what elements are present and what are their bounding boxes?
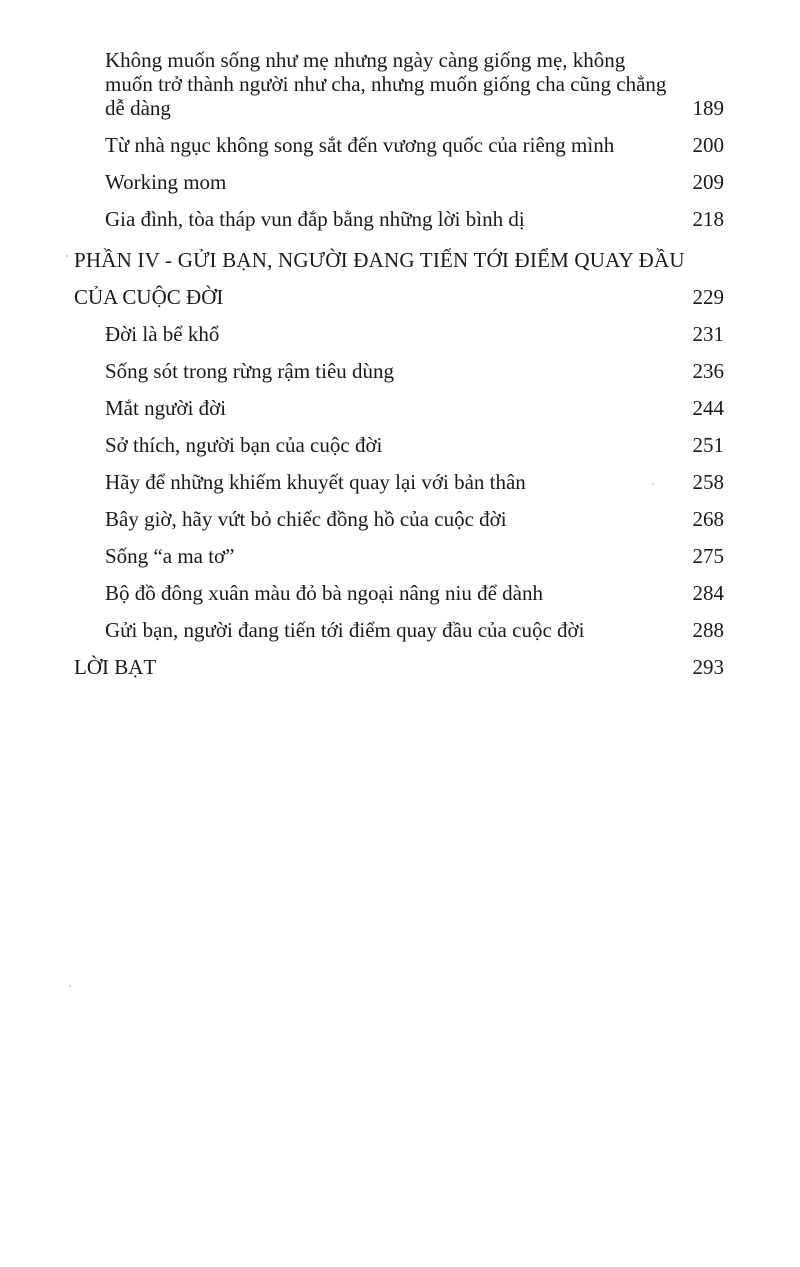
toc-entry-title: Gia đình, tòa tháp vun đắp bằng những lời bình dị xyxy=(105,207,525,231)
toc-entry xyxy=(74,133,724,157)
toc-entry-page: 288 xyxy=(692,618,724,642)
toc-entry-title: Sống “a ma tơ” xyxy=(105,544,235,568)
toc-entry-page: 209 xyxy=(692,170,724,194)
toc-entry-title: Đời là bể khổ xyxy=(105,322,220,346)
toc-entry-page: 251 xyxy=(692,433,724,457)
afterword-entry xyxy=(74,655,724,679)
toc-entry xyxy=(74,470,724,494)
part-heading-line2: CỦA CUỘC ĐỜI xyxy=(74,285,224,309)
toc-entry-page: 236 xyxy=(692,359,724,383)
toc-entry-title: Sở thích, người bạn của cuộc đời xyxy=(105,433,383,457)
toc-entry-page: 231 xyxy=(692,322,724,346)
table-of-contents xyxy=(74,48,724,679)
toc-entry xyxy=(74,207,724,231)
toc-entry xyxy=(74,359,724,383)
part-heading-line1: PHẦN IV - GỬI BẠN, NGƯỜI ĐANG TIẾN TỚI ĐIỂM QUAY ĐẦU xyxy=(74,248,685,272)
toc-entry xyxy=(74,48,724,120)
toc-entry xyxy=(74,507,724,531)
toc-entry-page: 284 xyxy=(692,581,724,605)
toc-entry-title: Sống sót trong rừng rậm tiêu dùng xyxy=(105,359,395,383)
part-heading-page: 229 xyxy=(692,285,724,309)
scan-speck xyxy=(69,985,71,987)
toc-entry-page: 258 xyxy=(692,470,724,494)
afterword-title: LỜI BẠT xyxy=(74,655,157,679)
toc-entry-page: 244 xyxy=(692,396,724,420)
toc-entry-title: Bộ đồ đông xuân màu đỏ bà ngoại nâng niu để dành xyxy=(105,581,544,605)
toc-entry xyxy=(74,396,724,420)
toc-entry-title: Gửi bạn, người đang tiến tới điểm quay đầu của cuộc đời xyxy=(105,618,585,642)
toc-entry-page: 200 xyxy=(692,133,724,157)
toc-entry-title: Hãy để những khiếm khuyết quay lại với bản thân xyxy=(105,470,526,494)
toc-entry xyxy=(74,433,724,457)
afterword-page: 293 xyxy=(692,655,724,679)
scan-speck xyxy=(652,483,654,485)
toc-entry-title: Working mom xyxy=(105,170,227,194)
toc-entry xyxy=(74,618,724,642)
toc-entry-page: 189 xyxy=(692,96,724,120)
toc-entry-page: 275 xyxy=(692,544,724,568)
toc-entry xyxy=(74,544,724,568)
scan-speck xyxy=(66,255,68,257)
toc-entry-page: 218 xyxy=(692,207,724,231)
toc-entry-title: Từ nhà ngục không song sắt đến vương quốc của riêng mình xyxy=(105,133,615,157)
toc-entry xyxy=(74,581,724,605)
toc-entry xyxy=(74,170,724,194)
toc-entry-title: Bây giờ, hãy vứt bỏ chiếc đồng hồ của cuộc đời xyxy=(105,507,507,531)
part-heading xyxy=(74,285,724,309)
toc-entry xyxy=(74,322,724,346)
toc-entry-title: Mắt người đời xyxy=(105,396,227,420)
toc-entry-title: Không muốn sống như mẹ nhưng ngày càng giống mẹ, không muốn trở thành người như cha, nhưng muốn giống cha cũng chẳng dễ dàng xyxy=(105,48,667,120)
toc-entry-page: 268 xyxy=(692,507,724,531)
